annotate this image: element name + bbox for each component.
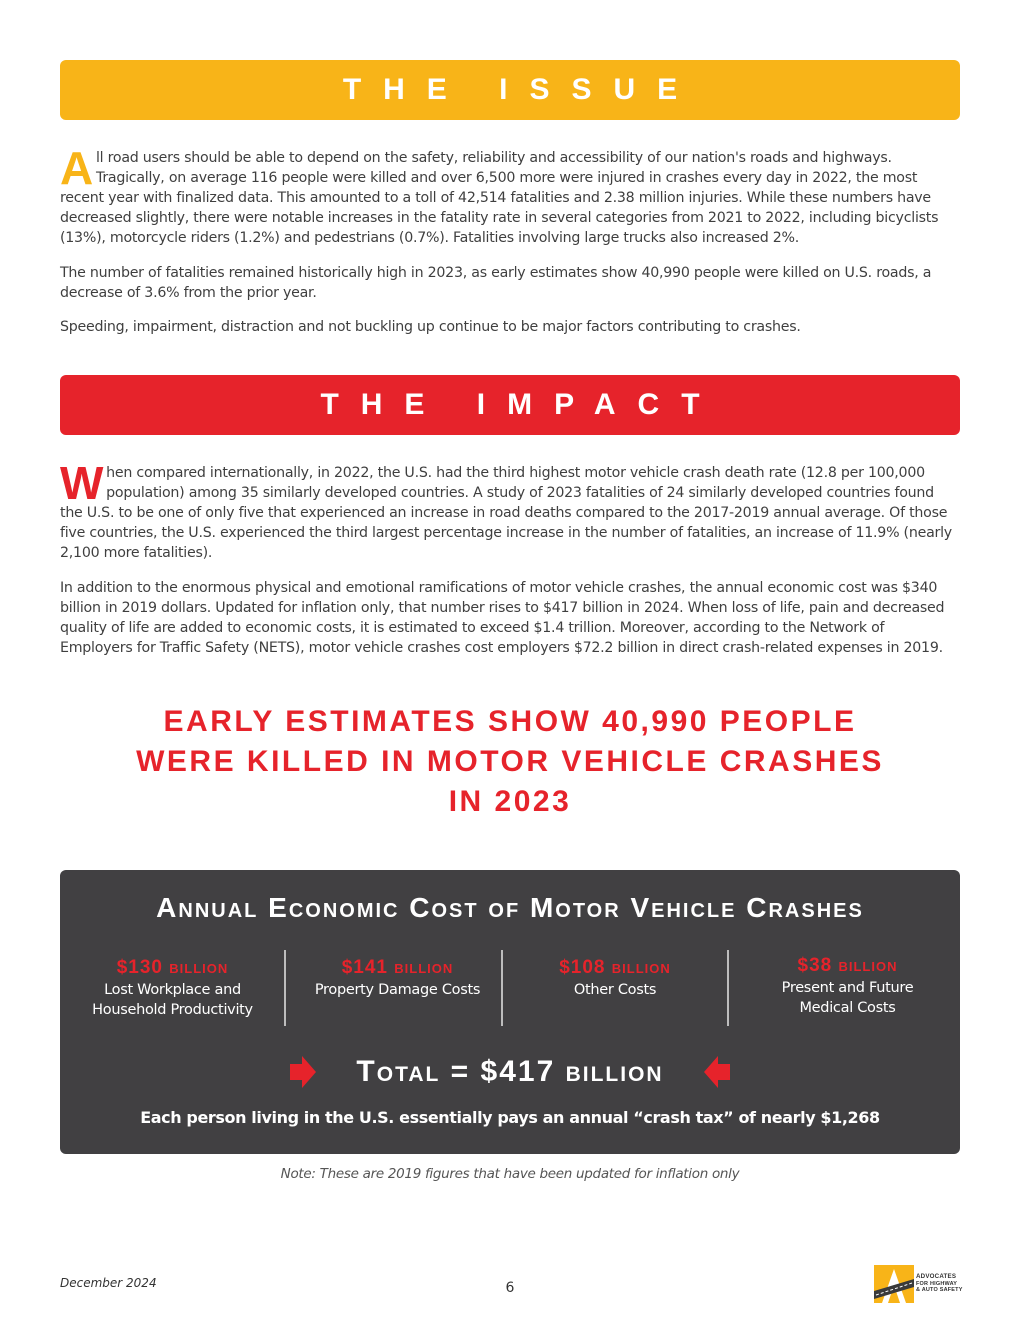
fatality-headline [60, 702, 960, 822]
cost-desc-line-1: Present and Future [781, 980, 914, 996]
logo-line-2: FOR HIGHWAY [916, 1280, 958, 1287]
issue-heading: THE ISSUE [342, 73, 700, 106]
total-row [60, 1050, 960, 1094]
headline-line-1: EARLY ESTIMATES SHOW 40,990 PEOPLE [163, 705, 857, 738]
headline-line-3: IN 2023 [448, 785, 572, 818]
logo-line-3: & AUTO SAFETY [916, 1287, 963, 1293]
total-cost: Total = $417 billion [356, 1055, 664, 1088]
cost-item-other [510, 956, 720, 1000]
cost-desc-line-2: Household Productivity [92, 1002, 253, 1018]
cost-item-productivity [70, 956, 275, 1020]
issue-paragraph-2: The number of fatalities remained historically high in 2023, as early estimates show 40,990 people were killed on U.S. roads, a decrease of 3.6% from the prior year. [60, 265, 932, 301]
issue-drop-cap: A [60, 142, 93, 194]
impact-heading: THE IMPACT [320, 388, 722, 421]
cost-amount: $108 billion [559, 957, 671, 978]
issue-section-banner [60, 60, 960, 120]
impact-paragraph-1 [60, 457, 960, 563]
impact-section-banner [60, 375, 960, 435]
issue-paragraph-3: Speeding, impairment, distraction and not buckling up continue to be major factors contributing to crashes. [60, 319, 801, 335]
column-divider [727, 950, 729, 1026]
cost-amount: $130 billion [116, 957, 229, 978]
issue-paragraph-1-text: ll road users should be able to depend on the safety, reliability and accessibility of our nation's roads and highways. Tragically, on average 116 people were killed and over 6,500 more were injured in crashes every day in 2022, the most recent year with finalized data. This amounted to a toll of 42,514 fatalities and 2.38 million injuries. While these numbers have decreased slightly, there were notable increases in the fatality rate in several categories from 2021 to 2022, including bicyclists (13%), motorcycle riders (1.2%) and pedestrians (0.7%). Fatalities involving large trucks also increased 2%. [60, 150, 939, 246]
impact-paragraph-1-text: hen compared internationally, in 2022, the U.S. had the third highest motor vehicle crash death rate (12.8 per 100,000 population) among 35 similarly developed countries. A study of 2023 fatalities of 24 similarly developed countries found the U.S. to be one of only five that experienced an increase in road deaths compared to the 2017-2019 annual average. Of those five countries, the U.S. experienced the third largest percentage increase in the number of fatalities, an increase of 11.9% (nearly 2,100 more fatalities). [60, 465, 952, 561]
economic-cost-box [60, 870, 960, 1154]
impact-drop-cap: W [60, 457, 104, 509]
arrow-right-icon [290, 1056, 316, 1088]
cost-item-property-damage [290, 956, 505, 1000]
headline-line-2: WERE KILLED IN MOTOR VEHICLE CRASHES [136, 745, 884, 778]
impact-paragraph-2: In addition to the enormous physical and emotional ramifications of motor vehicle crashes, the annual economic cost was $340 billion in 2019 dollars. Updated for inflation only, that number rises to $417 billion in 2024. When loss of life, pain and decreased quality of life are added to economic costs, it is estimated to exceed $1.4 trillion. Moreover, according to the Network of Employers for Traffic Safety (NETS), motor vehicle crashes cost employers $72.2 billion in direct crash-related expenses in 2019. [60, 580, 945, 656]
cost-amount: $141 billion [341, 957, 454, 978]
inflation-note: Note: These are 2019 figures that have been updated for inflation only [280, 1166, 740, 1182]
page-number: 6 [505, 1280, 515, 1296]
advocates-logo [874, 1265, 964, 1305]
column-divider [501, 950, 503, 1026]
advocates-logo-mark-icon [874, 1265, 914, 1303]
cost-desc-line-1: Other Costs [573, 982, 657, 998]
footer-date: December 2024 [60, 1276, 157, 1290]
logo-line-1: ADVOCATES [916, 1273, 957, 1280]
arrow-left-icon [704, 1056, 730, 1088]
logo-wordmark [916, 1274, 963, 1294]
cost-desc-line-1: Lost Workplace and [104, 982, 241, 998]
cost-desc-line-1: Property Damage Costs [314, 982, 481, 998]
cost-box-title: Annual Economic Cost of Motor Vehicle Crashes [156, 892, 864, 923]
column-divider [284, 950, 286, 1026]
cost-desc-line-2: Medical Costs [799, 1000, 896, 1016]
crash-tax-statement: Each person living in the U.S. essentially pays an annual “crash tax” of nearly $1,268 [140, 1108, 880, 1127]
issue-paragraph-1 [60, 142, 960, 248]
cost-amount: $38 billion [797, 955, 898, 976]
cost-item-medical [740, 954, 955, 1018]
